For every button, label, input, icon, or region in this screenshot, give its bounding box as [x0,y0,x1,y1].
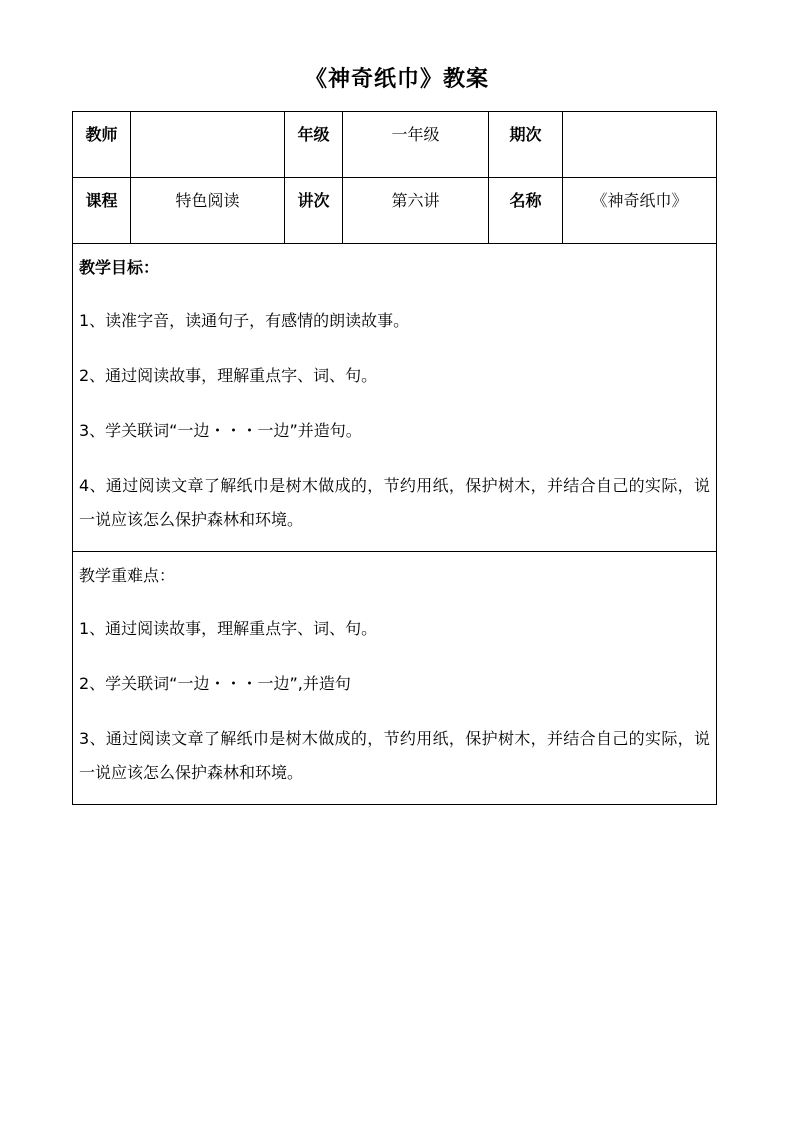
grade-value: 一年级 [343,112,489,178]
objective-item: 2、通过阅读故事，理解重点字、词、句。 [79,366,378,385]
objectives-heading: 教学目标： [79,258,160,277]
course-value: 特色阅读 [131,178,285,244]
teacher-label: 教师 [73,112,131,178]
document-title: 《神奇纸巾》教案 [304,67,489,92]
course-label: 课程 [73,178,131,244]
objective-item: 3、学关联词“一边・・・一边”并造句。 [79,421,362,440]
key-points-section [73,552,717,805]
info-row-2 [73,178,717,244]
term-value [563,112,717,178]
objective-item: 1、读准字音，读通句子，有感情的朗读故事。 [79,311,410,330]
objectives-row [73,244,717,552]
term-label: 期次 [489,112,563,178]
key-points-heading: 教学重难点： [79,566,176,585]
key-point-item: 3、通过阅读文章了解纸巾是树木做成的，节约用纸，保护树木，并结合自己的实际，说一说应该怎么保护森林和环境。 [79,729,710,782]
lecture-value: 第六讲 [343,178,489,244]
objective-item: 4、通过阅读文章了解纸巾是树木做成的，节约用纸，保护树木，并结合自己的实际，说一说应该怎么保护森林和环境。 [79,476,710,529]
objectives-section [73,244,717,552]
name-label: 名称 [489,178,563,244]
grade-label: 年级 [285,112,343,178]
name-value: 《神奇纸巾》 [563,178,717,244]
key-point-item: 2、学关联词“一边・・・一边”,并造句 [79,674,351,693]
lesson-plan-table [72,111,717,805]
lecture-label: 讲次 [285,178,343,244]
key-points-row [73,552,717,805]
key-point-item: 1、通过阅读故事，理解重点字、词、句。 [79,619,378,638]
teacher-value [131,112,285,178]
info-row-1 [73,112,717,178]
